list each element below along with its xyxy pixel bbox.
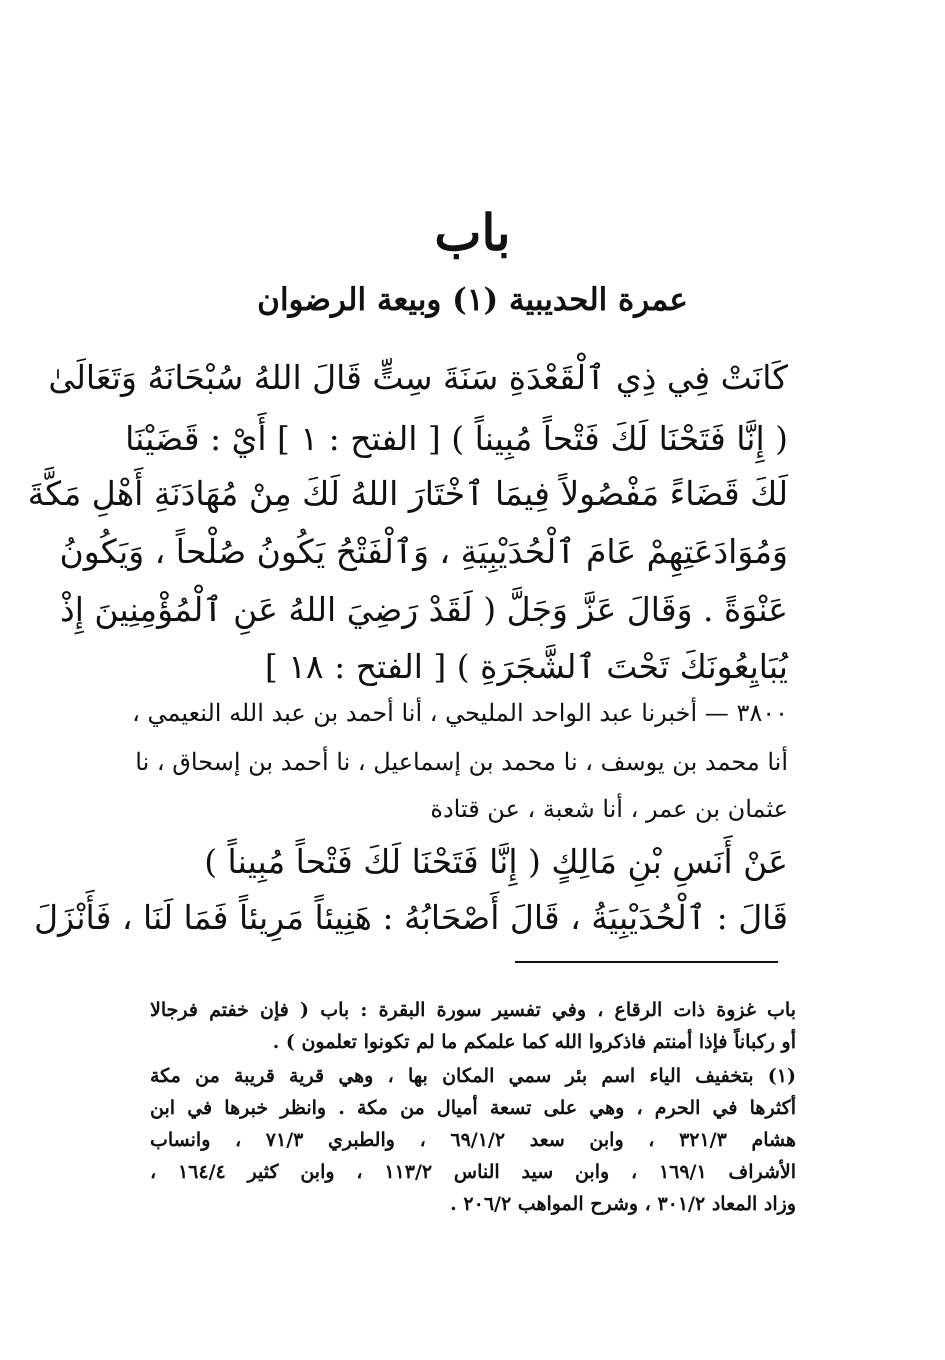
main-text-line: يُبَايِعُونَكَ تَحْتَ ٱلشَّجَرَةِ ) [ الفتح : ١٨ ] bbox=[264, 647, 788, 686]
footnote-line: الأشراف ١٦٩/١ ، وابن سيد الناس ١١٣/٢ ، وابن كثير ١٦٤/٤ ، bbox=[150, 1161, 797, 1183]
hadith-chain-line: أنا محمد بن يوسف ، نا محمد بن إسماعيل ، نا أحمد بن إسحاق ، نا bbox=[135, 748, 788, 776]
main-text-line: كَانَتْ فِي ذِي ٱلْقَعْدَةِ سَنَةَ سِتٍّ قَالَ اللهُ سُبْحَانَهُ وَتَعَالَىٰ bbox=[48, 358, 788, 397]
footnote-line: وزاد المعاد ٣٠١/٢ ، وشرح المواهب ٢٠٦/٢ . bbox=[450, 1193, 796, 1215]
hadith-text-line: قَالَ : ٱلْحُدَيْبِيَةُ ، قَالَ أَصْحَابُهُ : هَنِيئاً مَرِيئاً فَمَا لَنَا ، فَأَنْزَلَ bbox=[34, 898, 788, 937]
chapter-heading: باب bbox=[434, 203, 511, 262]
main-text-line: عَنْوَةً . وَقَالَ عَزَّ وَجَلَّ ( لَقَدْ رَضِيَ اللهُ عَنِ ٱلْمُؤْمِنِينَ إِذْ bbox=[60, 590, 788, 629]
footnote-line: أو ركباناً فإذا أمنتم فاذكروا الله كما علمكم ما لم تكونوا تعلمون ) . bbox=[272, 1031, 796, 1053]
footnote-divider bbox=[515, 961, 778, 963]
main-text-line: وَمُوَادَعَتِهِمْ عَامَ ٱلْحُدَيْبِيَةِ ، وَٱلْفَتْحُ يَكُونُ صُلْحاً ، وَيَكُونُ bbox=[59, 532, 788, 571]
hadith-chain-line: ٣٨٠٠ — أخبرنا عبد الواحد المليحي ، أنا أحمد بن عبد الله النعيمي ، bbox=[132, 699, 788, 727]
footnote-line: أكثرها في الحرم ، وهي على تسعة أميال من مكة . وانظر خبرها في ابن bbox=[150, 1097, 796, 1119]
hadith-chain-line: عثمان بن عمر ، أنا شعبة ، عن قتادة bbox=[430, 795, 788, 823]
chapter-subtitle: عمرة الحديبية (١) وبيعة الرضوان bbox=[257, 282, 688, 318]
footnote-line: باب غزوة ذات الرقاع ، وفي تفسير سورة البقرة : باب ( فإن خفتم فرجالا bbox=[150, 999, 796, 1021]
main-text-line: ( إِنَّا فَتَحْنَا لَكَ فَتْحاً مُبِيناً ) [ الفتح : ١ ] أَيْ : قَضَيْنَا bbox=[125, 419, 788, 458]
main-text-line: لَكَ قَضَاءً مَفْصُولاً فِيمَا ٱخْتَارَ اللهُ لَكَ مِنْ مُهَادَنَةِ أَهْلِ مَكَّةَ bbox=[27, 474, 788, 513]
footnote-line: (١) بتخفيف الياء اسم بئر سمي المكان بها ، وهي قرية قريبة من مكة bbox=[150, 1065, 796, 1087]
footnote-line: هشام ٣٢١/٣ ، وابن سعد ٦٩/١/٢ ، والطبري ٧١/٣ ، وانساب bbox=[150, 1129, 796, 1151]
hadith-text-line: عَنْ أَنَسِ بْنِ مَالِكٍ ( إِنَّا فَتَحْنَا لَكَ فَتْحاً مُبِيناً ) bbox=[204, 842, 788, 881]
